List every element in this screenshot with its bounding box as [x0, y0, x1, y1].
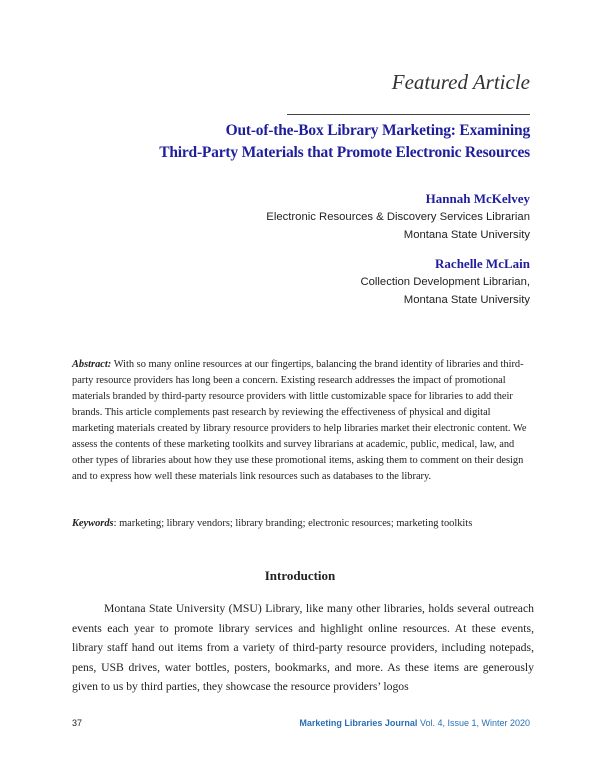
- page-number: 37: [72, 718, 83, 728]
- author-2: [170, 255, 530, 309]
- abstract-text: With so many online resources at our fingertips, balancing the brand identity of libraries and third-party resource providers has long been a concern. Existing research addresses the impact of promotional materials branded by third-party resource providers with little customizable space for libraries to add their brands. This article complements past research by reviewing the effectiveness of physical and digital marketing materials created by library resource providers to help libraries market their electronic content. We assess the contents of these marketing toolkits and survey librarians at academic, public, medical, law, and other types of libraries about how they use these promotional items, asking them to comment on their design and to express how well these materials link resources such as databases to the library.: [72, 359, 527, 482]
- section-heading: Introduction: [264, 568, 336, 583]
- title-line-1: Out-of-the-Box Library Marketing: Examining: [225, 122, 530, 139]
- title-line-2: Third-Party Materials that Promote Electronic Resources: [159, 144, 530, 161]
- author-affiliation-title: Collection Development Librarian,: [360, 276, 530, 288]
- author-name: Hannah McKelvey: [425, 191, 530, 206]
- author-name: Rachelle McLain: [435, 256, 530, 271]
- keywords: [72, 516, 532, 532]
- journal-name: Marketing Libraries Journal: [299, 718, 418, 728]
- keywords-text: : marketing; library vendors; library branding; electronic resources; marketing toolkits: [113, 518, 473, 529]
- section-label: Featured Article: [391, 70, 530, 94]
- author-affiliation-institution: Montana State University: [403, 229, 530, 241]
- author-1: [170, 190, 530, 244]
- article-title: [110, 120, 530, 164]
- body-paragraph: Montana State University (MSU) Library, like many other libraries, holds several outreach events each year to promote library services and highlight online resources. At these events, library staff hand out items from a variety of third-party resource providers, including notepads, pens, USB drives, water bottles, posters, bookmarks, and more. As these items are generously given to us by third parties, they showcase the resource providers’ logos: [72, 602, 534, 693]
- header-rule: [287, 114, 530, 115]
- journal-issue: Vol. 4, Issue 1, Winter 2020: [419, 718, 530, 728]
- author-affiliation-title: Electronic Resources & Discovery Services Librarian: [266, 211, 530, 223]
- keywords-label: Keywords: [72, 518, 114, 529]
- author-affiliation-institution: Montana State University: [403, 294, 530, 306]
- abstract: [72, 357, 532, 485]
- journal-citation: [299, 718, 530, 728]
- abstract-label: Abstract:: [72, 359, 112, 370]
